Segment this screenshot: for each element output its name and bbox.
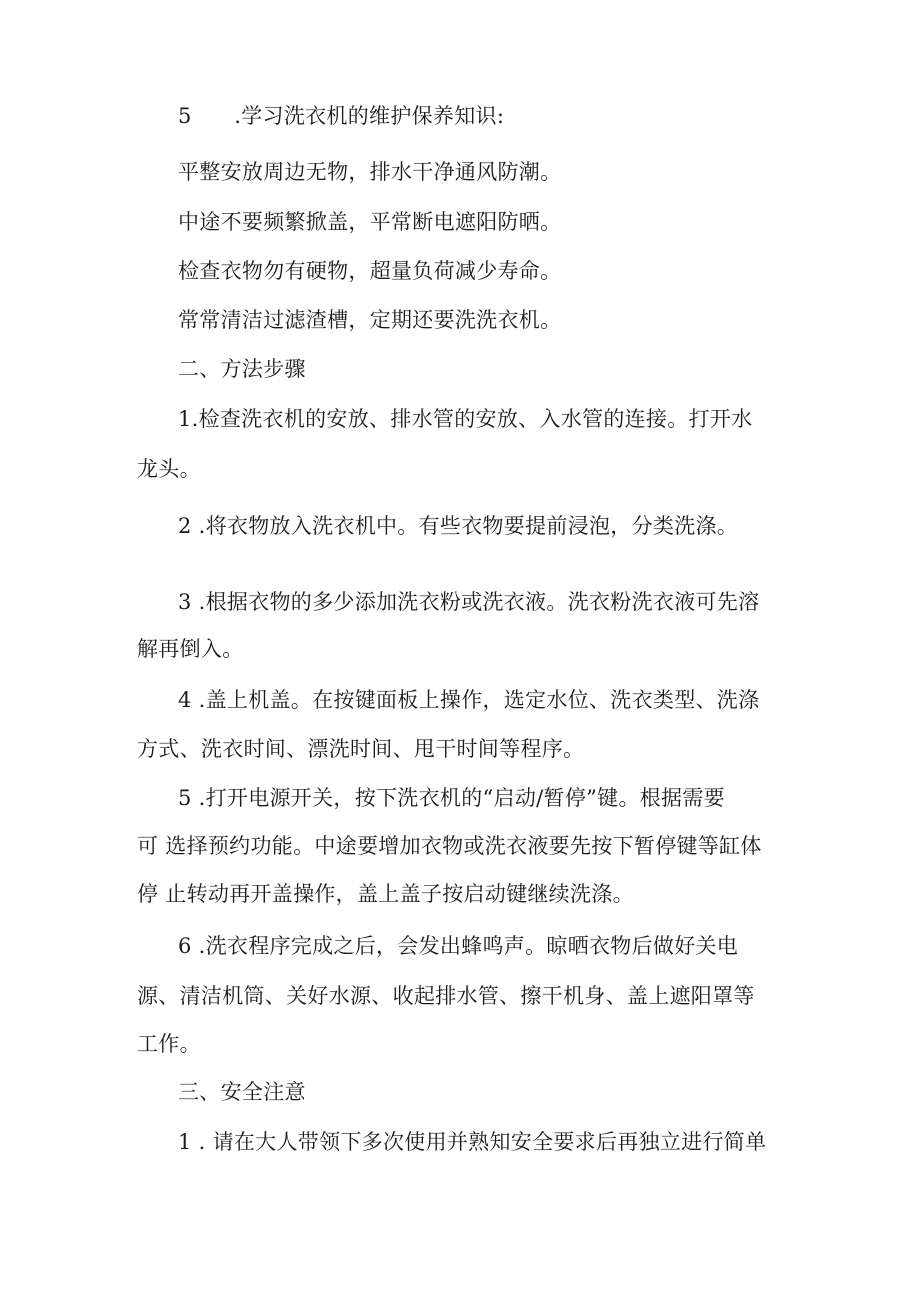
maintenance-tip-3: 检查衣物勿有硬物，超量负荷减少寿命。 <box>178 259 562 283</box>
step-4-line-1: 4 .盖上机盖。在按键面板上操作，选定水位、洗衣类型、洗涤 <box>178 688 760 712</box>
step-6-line-1: 6 .洗衣程序完成之后，会发出蜂鸣声。晾晒衣物后做好关电 <box>178 934 739 958</box>
step-1-line-2: 龙头。 <box>137 457 201 481</box>
step-5-line-3: 停 止转动再开盖操作，盖上盖子按启动键继续洗涤。 <box>137 882 634 906</box>
section-heading-safety: 三、安全注意 <box>178 1080 306 1104</box>
maintenance-tip-2: 中途不要频繁掀盖，平常断电遮阳防晒。 <box>178 210 562 234</box>
step-5-line-2: 可 选择预约功能。中途要增加衣物或洗衣液要先按下暂停键等缸体 <box>137 834 762 858</box>
maintenance-heading: 5 .学习洗衣机的维护保养知识: <box>178 104 505 128</box>
maintenance-tip-4: 常常清洁过滤渣槽，定期还要洗洗衣机。 <box>178 308 562 332</box>
maintenance-tip-1: 平整安放周边无物，排水干净通风防潮。 <box>178 160 562 184</box>
step-6-line-2: 源、清洁机筒、关好水源、收起排水管、擦干机身、盖上遮阳罩等 <box>137 984 755 1008</box>
safety-1: 1 . 请在大人带领下多次使用并熟知安全要求后再独立进行简单 <box>178 1130 767 1154</box>
step-5-line-1: 5 .打开电源开关，按下洗衣机的“启动/暂停”键。根据需要 <box>178 786 725 810</box>
step-3-line-1: 3 .根据衣物的多少添加洗衣粉或洗衣液。洗衣粉洗衣液可先溶 <box>178 590 760 614</box>
step-1-line-1: 1.检查洗衣机的安放、排水管的安放、入水管的连接。打开水 <box>178 407 753 431</box>
step-3-line-2: 解再倒入。 <box>137 637 244 661</box>
step-6-line-3: 工作。 <box>137 1032 201 1056</box>
step-4-line-2: 方式、洗衣时间、漂洗时间、甩干时间等程序。 <box>137 737 585 761</box>
step-2: 2 .将衣物放入洗衣机中。有些衣物要提前浸泡，分类洗涤。 <box>178 514 739 538</box>
section-heading-methods: 二、方法步骤 <box>178 357 306 381</box>
